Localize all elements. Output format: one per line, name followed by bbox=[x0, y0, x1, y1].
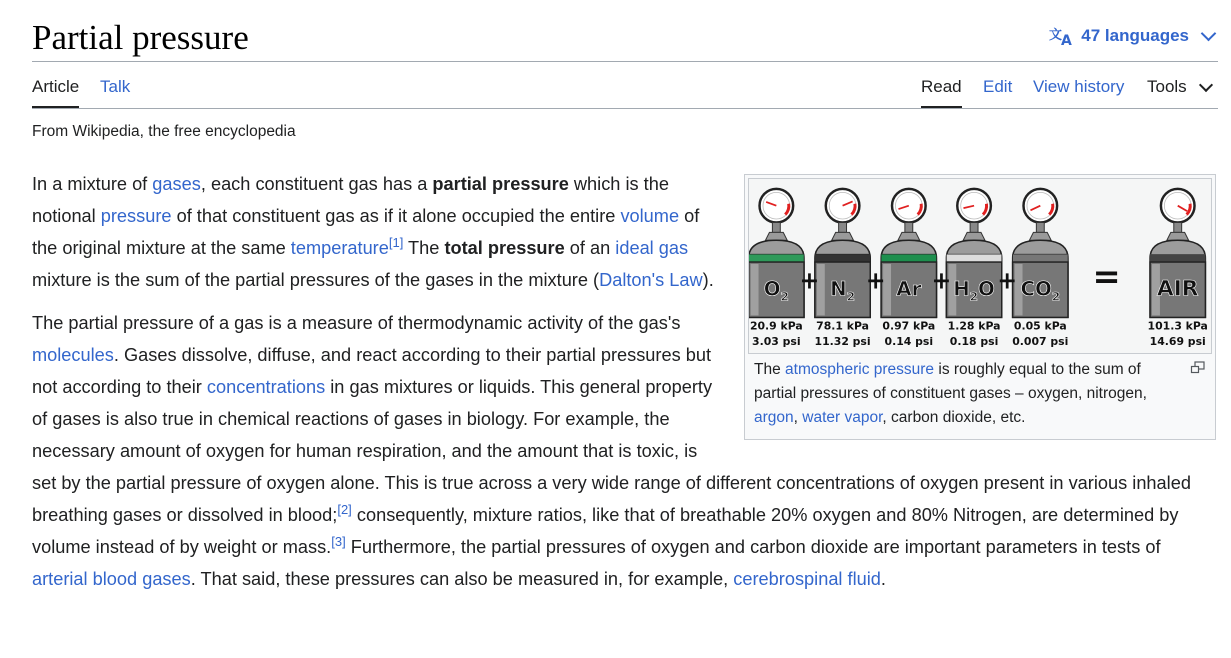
paragraph-2: The partial pressure of a gas is a measure of thermodynamic activity of the gas's molecules. Gases dissolve, diffuse, and react according to their partial pressures but not according to their concentrations in gas mixtures or liquids. This general property of gases is also true in chemical reactions of gases in biology. For example, the necessary amount of oxygen for human respiration, and the amount that is toxic, is set by the partial pressure of oxygen alone. This is true across a very wide range of different concentrations of oxygen present in various inhaled breathing gases or dissolved in blood;[2] consequently, mixture ratios, like that of breathable 20% oxygen and 80% Nitrogen, are determined by volume instead of by weight or mass.[3] Furthermore, the partial pressures of oxygen and carbon dioxide are important parameters in tests of arterial blood gases. That said, these pressures can also be measured in, for example, cerebrospinal fluid. bbox=[32, 313, 1191, 589]
page-tabs bbox=[32, 64, 1218, 109]
article-body bbox=[32, 168, 1220, 595]
figure-atmospheric-pressure bbox=[744, 174, 1216, 440]
enlarge-icon[interactable] bbox=[1190, 361, 1206, 375]
plus-sign: + bbox=[997, 266, 1018, 295]
tools-label: Tools bbox=[1147, 77, 1187, 96]
kpa-value: 20.9 kPa bbox=[749, 319, 803, 333]
gas-label: $CO_2$ bbox=[1020, 277, 1061, 304]
site-tagline: From Wikipedia, the free encyclopedia bbox=[32, 123, 296, 140]
kpa-value: 0.05 kPa bbox=[1013, 319, 1067, 333]
plus-sign: + bbox=[931, 266, 952, 295]
kpa-value: 78.1 kPa bbox=[816, 319, 869, 333]
caption-text: , bbox=[793, 409, 803, 426]
tab-article[interactable]: Article bbox=[32, 77, 80, 96]
color-band bbox=[881, 254, 936, 262]
psi-value: 11.32 psi bbox=[814, 335, 871, 349]
tab-view-history[interactable]: View history bbox=[1033, 77, 1125, 96]
caption-text: The bbox=[754, 361, 786, 378]
gas-label: AIR bbox=[1156, 276, 1199, 302]
link-water-vapor[interactable]: water vapor bbox=[802, 409, 883, 426]
gas-cylinders-diagram[interactable] bbox=[748, 178, 1212, 354]
figure-caption bbox=[748, 354, 1212, 436]
link-daltons-law[interactable]: Dalton's Law bbox=[599, 270, 703, 290]
caption-text: , carbon dioxide, etc. bbox=[882, 409, 1026, 426]
gas-cylinder bbox=[1012, 189, 1068, 348]
air-cylinder bbox=[1148, 189, 1208, 348]
psi-value: 0.14 psi bbox=[884, 335, 934, 349]
paragraph-1: In a mixture of gases, each constituent gas has a partial pressure which is the notional pressure of that constituent gas as if it alone occupied the entire volume of the original mixture at the same temperature[1] The total pressure of an ideal gas mixture is the sum of the partial pressures of the gases in the mixture (Dalton's Law). bbox=[32, 174, 714, 290]
color-band bbox=[1150, 254, 1205, 262]
caption-text: is roughly equal to the sum of partial pressures of constituent gases – oxygen, nitrogen, bbox=[754, 361, 1147, 402]
link-temperature[interactable]: temperature bbox=[290, 238, 389, 258]
languages-button[interactable] bbox=[1049, 26, 1218, 46]
link-atmospheric-pressure[interactable]: atmospheric pressure bbox=[785, 361, 935, 378]
psi-value: 0.18 psi bbox=[949, 335, 999, 349]
link-concentrations[interactable]: concentrations bbox=[206, 377, 326, 397]
tab-read[interactable]: Read bbox=[921, 77, 962, 96]
plus-sign: + bbox=[865, 266, 886, 295]
color-band bbox=[749, 254, 804, 262]
citation-1[interactable]: [1] bbox=[388, 235, 404, 250]
citation-2[interactable]: [2] bbox=[337, 502, 352, 517]
equals-sign: = bbox=[1092, 256, 1121, 296]
bold-partial-pressure: partial pressure bbox=[432, 174, 569, 194]
gas-label: Ar bbox=[896, 277, 922, 301]
chevron-down-icon bbox=[1201, 25, 1217, 41]
gas-cylinder bbox=[749, 189, 804, 348]
gas-cylinder bbox=[815, 189, 871, 348]
bold-total-pressure: total pressure bbox=[444, 238, 565, 258]
gas-label: $N_2$ bbox=[830, 277, 855, 304]
link-argon[interactable]: argon bbox=[754, 409, 794, 426]
link-molecules[interactable]: molecules bbox=[32, 345, 114, 365]
link-pressure[interactable]: pressure bbox=[100, 206, 172, 226]
kpa-value: 101.3 kPa bbox=[1147, 319, 1208, 333]
translate-icon bbox=[1049, 26, 1075, 46]
gas-label: $O_2$ bbox=[763, 277, 789, 304]
chevron-down-icon bbox=[1199, 77, 1213, 91]
color-band bbox=[946, 254, 1001, 262]
citation-3[interactable]: [3] bbox=[331, 534, 346, 549]
psi-value: 14.69 psi bbox=[1149, 335, 1206, 349]
svg-text:A: A bbox=[1061, 33, 1073, 46]
color-band bbox=[815, 254, 870, 262]
color-band bbox=[1013, 254, 1068, 262]
gas-label: $H_2O$ bbox=[953, 277, 995, 304]
psi-value: 0.007 psi bbox=[1012, 335, 1069, 349]
svg-text:文: 文 bbox=[1049, 28, 1063, 43]
tab-talk[interactable]: Talk bbox=[100, 77, 131, 96]
page-title: Partial pressure bbox=[32, 18, 249, 57]
gas-cylinder bbox=[881, 189, 936, 348]
tools-menu[interactable] bbox=[1147, 77, 1213, 97]
languages-label: 47 languages bbox=[1081, 26, 1189, 45]
title-row bbox=[32, 12, 1218, 62]
psi-value: 3.03 psi bbox=[752, 335, 801, 349]
link-ideal-gas[interactable]: ideal gas bbox=[615, 238, 689, 258]
plus-sign: + bbox=[799, 266, 820, 295]
kpa-value: 1.28 kPa bbox=[947, 319, 1001, 333]
link-cerebrospinal-fluid[interactable]: cerebrospinal fluid bbox=[733, 569, 881, 589]
link-gases[interactable]: gases bbox=[152, 174, 201, 194]
tab-edit[interactable]: Edit bbox=[983, 77, 1013, 96]
link-volume[interactable]: volume bbox=[620, 206, 680, 226]
link-arterial-blood-gases[interactable]: arterial blood gases bbox=[32, 569, 191, 589]
kpa-value: 0.97 kPa bbox=[882, 319, 936, 333]
gas-cylinder bbox=[946, 189, 1001, 348]
